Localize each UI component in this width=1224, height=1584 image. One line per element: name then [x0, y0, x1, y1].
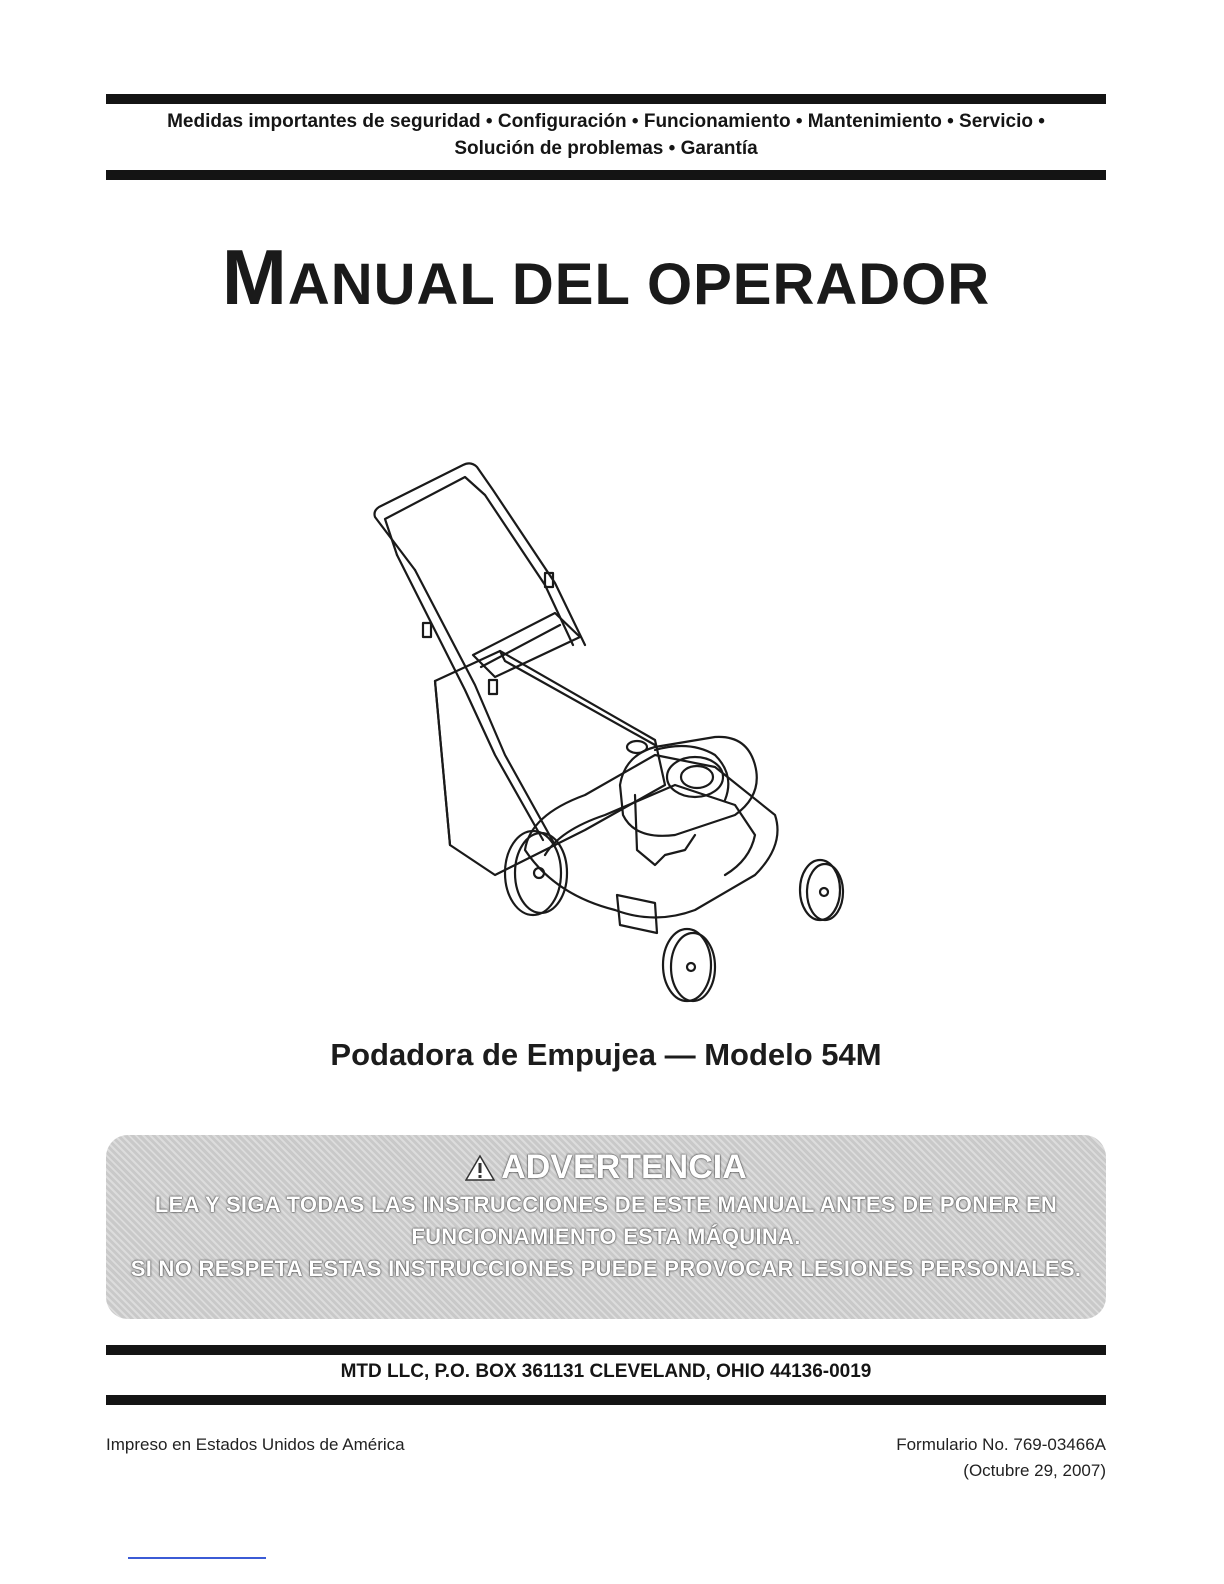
lawn-mower-illustration — [355, 455, 865, 1015]
address-bottom-rule — [106, 1395, 1106, 1405]
nav-bottom-rule — [106, 170, 1106, 180]
form-date: (Octubre 29, 2007) — [963, 1461, 1106, 1480]
nav-line-2: Solución de problemas • Garantía — [454, 138, 758, 159]
title-first-letter: M — [221, 233, 288, 321]
printed-in: Impreso en Estados Unidos de América — [106, 1435, 405, 1454]
warning-box — [106, 1135, 1106, 1319]
warning-triangle-icon — [465, 1154, 495, 1182]
page-title — [106, 232, 1106, 323]
top-rule — [106, 94, 1106, 104]
form-number: Formulario No. 769-03466A — [896, 1435, 1106, 1454]
address-top-rule — [106, 1345, 1106, 1355]
nav-line-1: Medidas importantes de seguridad • Configuración • Funcionamiento • Mantenimiento • Servicio • — [167, 111, 1045, 132]
company-address: MTD LLC, P.O. BOX 361131 CLEVELAND, OHIO 44136-0019 — [340, 1361, 872, 1382]
section-nav — [106, 108, 1106, 162]
warning-line-1: LEA Y SIGA TODAS LAS INSTRUCCIONES DE ESTE MANUAL ANTES DE PONER EN — [154, 1192, 1058, 1217]
form-info — [896, 1432, 1106, 1484]
warning-heading: ADVERTENCIA — [501, 1148, 747, 1186]
warning-line-2: FUNCIONAMIENTO ESTA MÁQUINA. — [411, 1224, 801, 1249]
warning-heading-row — [106, 1145, 1106, 1189]
title-rest: ANUAL DEL OPERADOR — [287, 252, 991, 317]
link-underline — [128, 1557, 266, 1559]
model-subtitle: Podadora de Empujea — Modelo 54M — [330, 1037, 882, 1072]
warning-line-3: SI NO RESPETA ESTAS INSTRUCCIONES PUEDE PROVOCAR LESIONES PERSONALES. — [130, 1256, 1082, 1281]
